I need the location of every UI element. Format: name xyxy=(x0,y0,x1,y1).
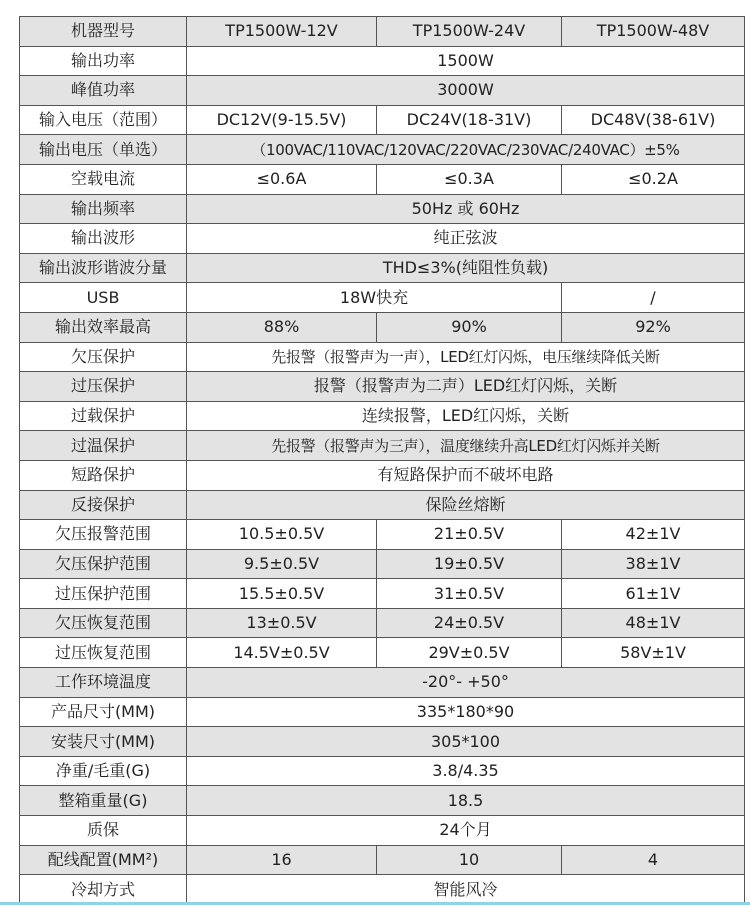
row-label: 过压保护范围 xyxy=(20,579,187,609)
table-row xyxy=(20,372,745,402)
value-cell: 335*180*90 xyxy=(187,697,745,727)
table-row xyxy=(20,431,745,461)
table-row xyxy=(20,164,745,194)
value-cell: 1500W xyxy=(187,46,745,76)
value-cell: 48±1V xyxy=(562,608,745,638)
value-cell: 18.5 xyxy=(187,786,745,816)
value-cell: ≤0.3A xyxy=(377,164,562,194)
value-cell: 先报警（报警声为三声），温度继续升高LED红灯闪烁并关断 xyxy=(187,431,745,461)
table-row xyxy=(20,194,745,224)
value-cell: 15.5±0.5V xyxy=(187,579,377,609)
value-cell: 有短路保护而不破坏电路 xyxy=(187,460,745,490)
value-cell: 10.5±0.5V xyxy=(187,520,377,550)
value-cell: 连续报警，LED红闪烁，关断 xyxy=(187,401,745,431)
table-row xyxy=(20,401,745,431)
value-cell: ≤0.6A xyxy=(187,164,377,194)
row-label: 输出频率 xyxy=(20,194,187,224)
row-label: 输出功率 xyxy=(20,46,187,76)
table-row xyxy=(20,224,745,254)
value-cell: DC12V(9-15.5V) xyxy=(187,105,377,135)
value-cell: ≤0.2A xyxy=(562,164,745,194)
table-row xyxy=(20,283,745,313)
table-row xyxy=(20,105,745,135)
value-cell: 31±0.5V xyxy=(377,579,562,609)
table-row xyxy=(20,845,745,875)
row-label: 输出波形谐波分量 xyxy=(20,253,187,283)
row-label: 机器型号 xyxy=(20,17,187,47)
value-cell: 50Hz 或 60Hz xyxy=(187,194,745,224)
row-label: 欠压报警范围 xyxy=(20,520,187,550)
value-cell: 305*100 xyxy=(187,727,745,757)
value-cell: 90% xyxy=(377,312,562,342)
table-row xyxy=(20,46,745,76)
row-label: 安装尺寸(MM) xyxy=(20,727,187,757)
value-cell: 42±1V xyxy=(562,520,745,550)
table-row xyxy=(20,312,745,342)
row-label: 欠压恢复范围 xyxy=(20,608,187,638)
row-label: 产品尺寸(MM) xyxy=(20,697,187,727)
table-row xyxy=(20,579,745,609)
model-cell-24v: TP1500W-24V xyxy=(377,17,562,47)
value-cell: 29V±0.5V xyxy=(377,638,562,668)
value-cell: 保险丝熔断 xyxy=(187,490,745,520)
value-cell: （100VAC/110VAC/120VAC/220VAC/230VAC/240VAC）±5% xyxy=(187,135,745,165)
table-row xyxy=(20,135,745,165)
value-cell: 61±1V xyxy=(562,579,745,609)
row-label: 整箱重量(G) xyxy=(20,786,187,816)
row-label: 输出效率最高 xyxy=(20,312,187,342)
table-row-header xyxy=(20,17,745,47)
value-cell: 3000W xyxy=(187,76,745,106)
table-row xyxy=(20,549,745,579)
row-label: USB xyxy=(20,283,187,313)
row-label: 过载保护 xyxy=(20,401,187,431)
table-row xyxy=(20,76,745,106)
row-label: 反接保护 xyxy=(20,490,187,520)
row-label: 过压保护 xyxy=(20,372,187,402)
value-cell: 21±0.5V xyxy=(377,520,562,550)
value-cell: 9.5±0.5V xyxy=(187,549,377,579)
value-cell: -20°- +50° xyxy=(187,668,745,698)
value-cell: 24±0.5V xyxy=(377,608,562,638)
table-row xyxy=(20,253,745,283)
value-cell: 智能风冷 xyxy=(187,875,745,905)
row-label: 输出波形 xyxy=(20,224,187,254)
table-row xyxy=(20,816,745,846)
row-label: 输出电压（单选） xyxy=(20,135,187,165)
row-label: 欠压保护范围 xyxy=(20,549,187,579)
value-cell: 报警（报警声为二声）LED红灯闪烁，关断 xyxy=(187,372,745,402)
table-row xyxy=(20,490,745,520)
row-label: 峰值功率 xyxy=(20,76,187,106)
value-cell: / xyxy=(562,283,745,313)
row-label: 过压恢复范围 xyxy=(20,638,187,668)
value-cell: 16 xyxy=(187,845,377,875)
row-label: 配线配置(MM²) xyxy=(20,845,187,875)
value-cell: 24个月 xyxy=(187,816,745,846)
value-cell: 先报警（报警声为一声），LED红灯闪烁，电压继续降低关断 xyxy=(187,342,745,372)
table-row xyxy=(20,638,745,668)
value-cell: DC24V(18-31V) xyxy=(377,105,562,135)
table-row xyxy=(20,756,745,786)
value-cell: 92% xyxy=(562,312,745,342)
row-label: 质保 xyxy=(20,816,187,846)
table-row xyxy=(20,460,745,490)
spec-table xyxy=(19,16,745,905)
value-cell: 10 xyxy=(377,845,562,875)
table-row xyxy=(20,520,745,550)
value-cell: THD≤3%(纯阻性负载) xyxy=(187,253,745,283)
value-cell: 38±1V xyxy=(562,549,745,579)
value-cell: 14.5V±0.5V xyxy=(187,638,377,668)
table-row xyxy=(20,697,745,727)
table-row xyxy=(20,786,745,816)
value-cell: DC48V(38-61V) xyxy=(562,105,745,135)
value-cell: 58V±1V xyxy=(562,638,745,668)
table-row xyxy=(20,342,745,372)
row-label: 欠压保护 xyxy=(20,342,187,372)
value-cell: 13±0.5V xyxy=(187,608,377,638)
value-cell: 18W快充 xyxy=(187,283,562,313)
bottom-accent-line xyxy=(0,902,750,905)
row-label: 短路保护 xyxy=(20,460,187,490)
model-cell-48v: TP1500W-48V xyxy=(562,17,745,47)
value-cell: 3.8/4.35 xyxy=(187,756,745,786)
row-label: 过温保护 xyxy=(20,431,187,461)
row-label: 空载电流 xyxy=(20,164,187,194)
table-row xyxy=(20,727,745,757)
value-cell: 88% xyxy=(187,312,377,342)
value-cell: 19±0.5V xyxy=(377,549,562,579)
value-cell: 4 xyxy=(562,845,745,875)
table-row xyxy=(20,875,745,905)
row-label: 冷却方式 xyxy=(20,875,187,905)
table-row xyxy=(20,608,745,638)
table-row xyxy=(20,668,745,698)
row-label: 净重/毛重(G) xyxy=(20,756,187,786)
row-label: 工作环境温度 xyxy=(20,668,187,698)
row-label: 输入电压（范围） xyxy=(20,105,187,135)
value-cell: 纯正弦波 xyxy=(187,224,745,254)
model-cell-12v: TP1500W-12V xyxy=(187,17,377,47)
